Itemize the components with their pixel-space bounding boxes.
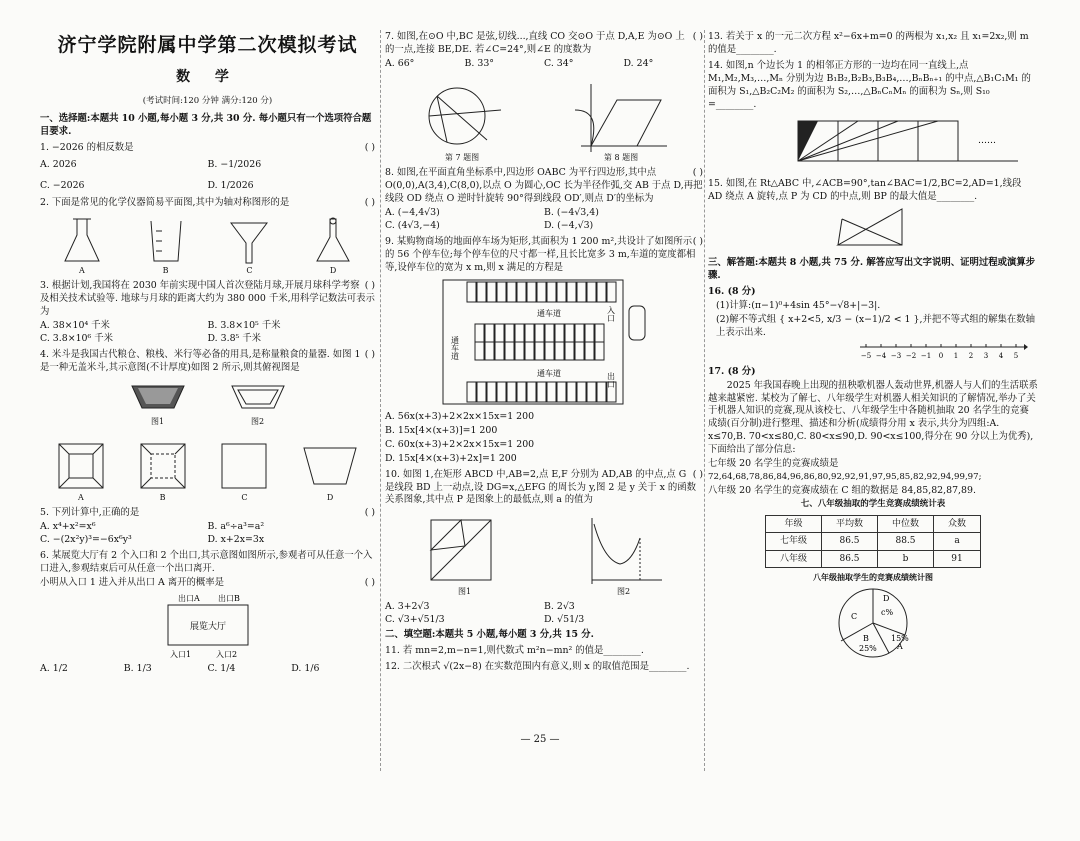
section-3-heading: 三、解答题:本题共 8 小题,共 75 分. 解答应写出文字说明、证明过程或演算步骤.	[708, 256, 1036, 281]
squares-figure	[708, 113, 1038, 175]
parking-stall	[497, 382, 506, 402]
parking-stall	[547, 282, 556, 302]
q10-options	[385, 601, 703, 627]
question-1: ( ) 1. −2026 的相反数是	[40, 142, 375, 154]
option: A. 3+2√3	[385, 601, 430, 613]
question-7: ( ) 7. 如图,在⊙O 中,BC 是弦,切线...,直线 CO 交⊙O 于点 D,A,E 为⊙O 上的一点,连接 BE,DE. 若∠C=24°,则∠E 的度数为	[385, 31, 703, 55]
parking-stall	[595, 342, 604, 360]
grade-8-c-group: 八年级 20 名学生的竞赛成绩在 C 组的数据是 84,85,82,87,89.	[708, 485, 976, 497]
exam-title: 济宁学院附属中学第二次模拟考试	[57, 34, 358, 56]
parking-stall	[575, 342, 584, 360]
option-a-figure: A	[55, 440, 107, 503]
q10-figures	[385, 511, 703, 597]
option: D. 24°	[623, 57, 654, 69]
svg-text:D: D	[883, 594, 890, 604]
svg-text:出口A: 出口A	[177, 593, 200, 603]
parking-stall	[577, 282, 586, 302]
parking-stall	[535, 324, 544, 342]
parking-stall	[495, 342, 504, 360]
parking-stall	[545, 342, 554, 360]
pie-title: 八年级抽取学生的竞赛成绩统计图	[813, 572, 933, 583]
q2-figures	[40, 214, 375, 276]
option: D. √51/3	[544, 614, 585, 626]
section-2-heading: 二、填空题:本题共 5 小题,每小题 3 分,共 15 分.	[385, 629, 594, 641]
svg-text:出口: 出口	[606, 371, 616, 388]
parking-diagram	[385, 276, 703, 410]
parking-stall	[545, 324, 554, 342]
parking-stall	[525, 342, 534, 360]
parking-stall	[495, 324, 504, 342]
tick-label: −4	[875, 351, 887, 360]
tick-label: 3	[983, 351, 989, 360]
question-3: ( ) 3. 根据计划,我国将在 2030 年前实现中国人首次登陆月球,开展月球科学考察及相关技术试验等. 地球与月球的距离大约为 380 000 千米,用科学记数法可表示为	[40, 280, 375, 317]
q9-option-c: C. 60x(x+3)+2×2x×15x=1 200	[385, 438, 535, 450]
question-17-head: 17. (8 分)	[708, 365, 756, 377]
parking-stall	[515, 342, 524, 360]
option: A. (−4,4√3)	[385, 206, 440, 218]
column-divider	[380, 30, 381, 771]
svg-text:通车道: 通车道	[537, 368, 561, 378]
column-1	[40, 28, 375, 676]
option: B. 33°	[464, 57, 494, 69]
question-2: ( ) 2. 下面是常见的化学仪器简易平面图,其中为轴对称图形的是	[40, 197, 375, 209]
option: B. (−4√3,4)	[544, 206, 599, 218]
question-16-head: 16. (8 分)	[708, 285, 756, 297]
svg-text:B: B	[863, 634, 869, 644]
svg-text:通车道: 通车道	[537, 308, 561, 318]
question-14: 14. 如图,n 个边长为 1 的相邻正方形的一边均在同一直线上,点 M₁,M₂,M₃,…,Mₙ 分别为边 B₁B₂,B₂B₃,B₃B₄,…,BₙBₙ₊₁ 的中点,△B₁C₁M₁ 的面积为 S₁,△B₂C₂M₂ 的面积为 S₂,…,△BₙCₙMₙ 的面积为 Sₙ,则 S₁₀ =________.	[708, 59, 1031, 110]
tick-label: −3	[890, 351, 902, 360]
parking-stall	[607, 282, 616, 302]
parking-stall	[537, 282, 546, 302]
parking-stall	[535, 342, 544, 360]
parking-stall	[567, 282, 576, 302]
q7-options	[385, 58, 703, 71]
parking-stall	[555, 324, 564, 342]
option: D. 1/2026	[207, 180, 254, 192]
parking-stall	[567, 382, 576, 402]
parking-stall	[477, 282, 486, 302]
parking-stall	[505, 342, 514, 360]
svg-text:通车道: 通车道	[450, 335, 460, 360]
parking-stall	[597, 282, 606, 302]
parking-stall	[517, 382, 526, 402]
parking-stall	[597, 382, 606, 402]
stat-table-title: 七、八年级抽取的学生竞赛成绩统计表	[800, 499, 946, 510]
parking-stall	[527, 282, 536, 302]
parking-stall	[547, 382, 556, 402]
funnel-figure: C	[229, 217, 269, 276]
q5-options	[40, 521, 375, 547]
option: D. 3.8⁵ 千米	[207, 332, 262, 344]
tick-label: −1	[920, 351, 932, 360]
q9-option-a: A. 56x(x+3)+2×2x×15x=1 200	[385, 410, 535, 422]
circle-figure: 第 7 题图	[417, 80, 507, 163]
tick-label: −5	[860, 351, 872, 360]
parking-stall	[587, 282, 596, 302]
erlenmeyer-figure: D	[313, 217, 353, 276]
rice-measure-photo: 图1	[128, 380, 188, 427]
option: C. 1/4	[207, 662, 236, 674]
option: C. 3.8×10⁶ 千米	[40, 332, 113, 344]
option: C. 34°	[544, 57, 574, 69]
svg-text:入口: 入口	[606, 305, 616, 322]
svg-text:出口B: 出口B	[217, 593, 240, 603]
subject-title: 数 学	[176, 69, 239, 86]
parking-stall	[497, 282, 506, 302]
section-1-heading: 一、选择题:本题共 10 小题,每小题 3 分,共 30 分. 每小题只有一个选项符合题目要求.	[40, 113, 372, 138]
question-16-part-2: (2)解不等式组 { x+2<5, x/3 − (x−1)/2 < 1 },并把不等式组的解集在数轴上表示出来.	[716, 313, 1035, 338]
question-10: ( ) 10. 如图 1,在矩形 ABCD 中,AB=2,点 E,F 分别为 AD,AB 的中点,点 G 是线段 BD 上一动点,设 DG=x,△EFG 的周长为 y,图 2 是 y 关于 x 的函数关系图象,其中点 P 是图象上的最低点,则 a 的值为	[385, 468, 703, 506]
parking-stall	[507, 282, 516, 302]
option: B. 3.8×10⁵ 千米	[207, 319, 281, 331]
number-line	[708, 341, 1038, 363]
svg-text:A: A	[897, 642, 903, 652]
option: B. 2√3	[544, 601, 575, 613]
option: B. a⁶÷a³=a²	[207, 520, 265, 532]
option: C. −2026	[40, 180, 85, 192]
parking-stall	[557, 282, 566, 302]
question-9: ( ) 9. 某购物商场的地面停车场为矩形,其面积为 1 200 m²,共设计了如图所示的 56 个停车位;每个停车位的尺寸都一样,且长比宽多 3 m,车道的宽度都相等,设停车位的宽为 x m,则 x 满足的方程是	[385, 235, 703, 273]
rectangle-figure: 图1	[425, 516, 505, 597]
parking-stall	[505, 324, 514, 342]
parking-stall	[537, 382, 546, 402]
column-divider	[704, 30, 705, 771]
parking-stall	[585, 342, 594, 360]
parking-stall	[475, 342, 484, 360]
option: C. −(2x²y)³=−6x⁶y³	[40, 533, 132, 545]
option: A. x⁴+x²=x⁶	[40, 520, 96, 532]
column-2	[385, 28, 703, 675]
question-12: 12. 二次根式 √(2x−8) 在实数范围内有意义,则 x 的取值范围是________.	[385, 661, 690, 673]
q6-options	[40, 663, 375, 676]
question-17-body: 2025 年我国春晚上出现的扭秧歌机器人轰动世界,机器人与人们的生活联系越来越紧密. 某校为了解七、八年级学生对机器人相关知识的了解情况,举办了关于机器人知识的竞赛,现从该校七、八年级学生中各随机抽取 20 名学生的竞赛成绩(百分制)进行整理、描述和分析(成绩得分用 x 表示,共分为四组:A. x≤70,B. 70<x≤80,C. 80<x≤90,D. 90<x≤100,得分在 90 分以上为优秀),下面给出了部分信息:	[708, 379, 1038, 456]
function-graph-figure: 图2	[584, 516, 664, 597]
q9-option-d: D. 15x[4×(x+3)+2x]=1 200	[385, 452, 517, 464]
question-15: 15. 如图,在 Rt△ABC 中,∠ACB=90°,tan∠BAC=1/2,BC=2,AD=1,线段 AD 绕点 A 旋转,点 P 为 CD 的中点,则 BP 的最大值是________.	[708, 177, 1022, 202]
beaker-figure: B	[146, 217, 186, 276]
tick-label: 0	[938, 351, 944, 360]
parking-stall	[507, 382, 516, 402]
parking-stall	[525, 324, 534, 342]
question-6-ask: ( ) 小明从入口 1 进入并从出口 A 离开的概率是	[40, 576, 375, 588]
tick-label: 2	[968, 351, 974, 360]
grade-7-data: 72,64,68,78,86,84,96,86,80,92,92,91,97,95,85,82,92,94,99,97;	[708, 472, 982, 483]
tick-label: 5	[1013, 351, 1019, 360]
option: B. −1/2026	[207, 159, 262, 171]
question-11: 11. 若 mn=2,m−n=1,则代数式 m²n−mn² 的值是________.	[385, 645, 644, 657]
option: A. 2026	[40, 159, 77, 171]
parking-stall	[477, 382, 486, 402]
tick-label: 4	[998, 351, 1004, 360]
coordinate-figure: 第 8 题图	[571, 80, 671, 163]
q1-options	[40, 159, 375, 193]
q9-option-b: B. 15x[4×(x+3)]=1 200	[385, 424, 498, 436]
parking-stall	[487, 282, 496, 302]
option-d-figure: D	[300, 440, 360, 503]
parking-stall	[467, 382, 476, 402]
parking-stall	[577, 382, 586, 402]
q4-figures	[40, 379, 375, 427]
flask-figure: A	[62, 217, 102, 276]
parking-stall	[515, 324, 524, 342]
parking-stall	[575, 324, 584, 342]
parking-stall	[557, 382, 566, 402]
question-5: ( ) 5. 下列计算中,正确的是	[40, 506, 375, 518]
option: A. 38×10⁴ 千米	[40, 319, 110, 331]
parking-stall	[487, 382, 496, 402]
page-number: — 25 —	[520, 734, 560, 745]
q7-q8-figures	[385, 75, 703, 163]
tick-label: −2	[905, 351, 917, 360]
option: C. √3+√51/3	[385, 614, 445, 626]
svg-text:c%: c%	[881, 608, 894, 618]
q4-options	[40, 431, 375, 503]
hall-diagram	[40, 591, 375, 663]
q3-options	[40, 320, 375, 346]
svg-text:入口2: 入口2	[215, 649, 237, 659]
option: A. 66°	[385, 57, 415, 69]
option: A. 1/2	[40, 662, 68, 674]
pie-chart	[708, 585, 1038, 661]
parking-stall	[527, 382, 536, 402]
triangle-figure	[708, 205, 1038, 255]
parking-stall	[587, 382, 596, 402]
grade-7-label: 七年级 20 名学生的竞赛成绩是	[708, 458, 839, 470]
parking-stall	[585, 324, 594, 342]
svg-text:……: ……	[978, 135, 996, 146]
question-16-part-1: (1)计算:(π−1)⁰+4sin 45°−√8+|−3|.	[716, 299, 881, 311]
rice-measure-diagram: 图2	[228, 380, 288, 427]
q8-options	[385, 207, 703, 233]
exam-meta: (考试时间:120 分钟 满分:120 分)	[142, 95, 273, 106]
tick-label: 1	[953, 351, 959, 360]
question-4: ( ) 4. 米斗是我国古代粮仓、粮栈、米行等必备的用具,是称量粮食的量器. 如图 1 是一种无盖米斗,其示意图(不计厚度)如图 2 所示,则其俯视图是	[40, 348, 375, 373]
svg-text:入口1: 入口1	[169, 649, 191, 659]
option-c-figure: C	[218, 440, 270, 503]
stat-table: 年级 平均数 中位数 众数 七年级 86.5 88.5 a 八年级 86.5 b 91	[765, 515, 981, 568]
svg-text:C: C	[851, 612, 858, 622]
column-3	[708, 28, 1038, 661]
parking-stall	[467, 282, 476, 302]
svg-text:15%: 15%	[891, 634, 909, 644]
svg-text:展览大厅: 展览大厅	[189, 621, 226, 632]
question-6: 6. 某展览大厅有 2 个入口和 2 个出口,其示意图如图所示,参观者可从任意一个入口进入,参观结束后可从任意一个出口离开.	[40, 549, 373, 574]
option: C. (4√3,−4)	[385, 219, 440, 231]
parking-stall	[485, 342, 494, 360]
question-8: ( ) 8. 如图,在平面直角坐标系中,四边形 OABC 为平行四边形,其中点 O(0,0),A(3,4),C(8,0),以点 O 为圆心,OC 长为半径作弧,交 AB 于点 D,再把线段 OD 绕点 O 逆时针旋转 90°得到线段 OD′,则点 D′的坐标为	[385, 166, 703, 204]
svg-text:25%: 25%	[859, 644, 877, 654]
parking-stall	[555, 342, 564, 360]
parking-stall	[565, 324, 574, 342]
option: D. 1/6	[291, 662, 320, 674]
option: D. (−4,√3)	[544, 219, 594, 231]
parking-stall	[517, 282, 526, 302]
parking-stall	[595, 324, 604, 342]
question-13: 13. 若关于 x 的一元二次方程 x²−6x+m=0 的两根为 x₁,x₂ 且 x₁=2x₂,则 m 的值是________.	[708, 31, 1029, 55]
option-b-figure: B	[137, 440, 189, 503]
parking-stall	[475, 324, 484, 342]
parking-stall	[565, 342, 574, 360]
parking-stall	[485, 324, 494, 342]
option: D. x+2x=3x	[207, 533, 265, 545]
option: B. 1/3	[123, 662, 152, 674]
